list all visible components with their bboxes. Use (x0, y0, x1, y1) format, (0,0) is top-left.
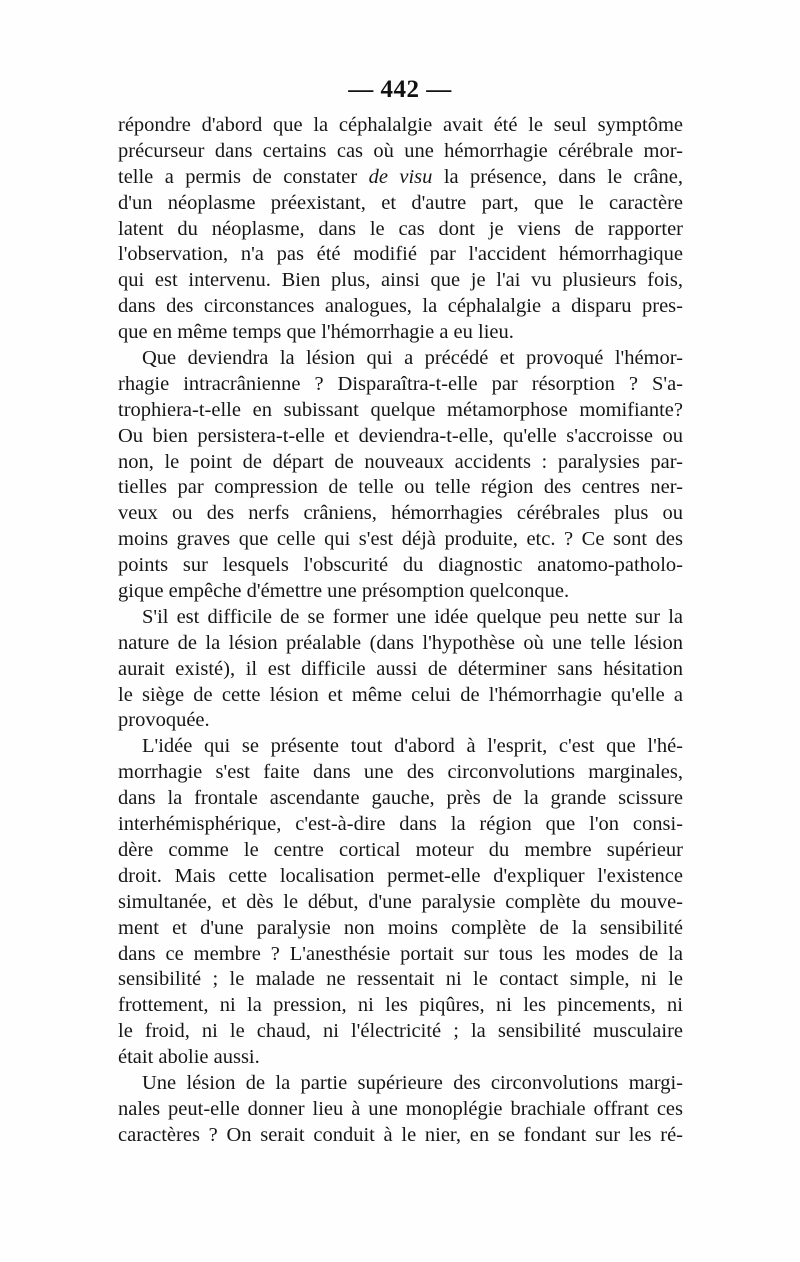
text-line: l'observation, n'a pas été modifié par l'accident hémorrhagique (118, 243, 683, 266)
text-line: le froid, ni le chaud, ni l'électricité ; la sensibilité musculaire (118, 1020, 683, 1043)
text-line: caractères ? On serait conduit à le nier, en se fondant sur les ré- (118, 1123, 683, 1146)
text-line: ment et d'une paralysie non moins complète de la sensibilité (118, 916, 683, 939)
text-line: Ou bien persistera-t-elle et deviendra-t-elle, qu'elle s'accroisse ou (118, 424, 683, 447)
text-line: précurseur dans certains cas où une hémorrhagie cérébrale mor- (118, 139, 683, 162)
text-line: dans des circonstances analogues, la céphalalgie a disparu pres- (118, 295, 683, 318)
text-line: provoquée. (118, 709, 210, 732)
text-line: points sur lesquels l'obscurité du diagnostic anatomo-patholo- (118, 554, 683, 577)
text-line: rhagie intracrânienne ? Disparaîtra-t-elle par résorption ? S'a- (118, 372, 683, 395)
text-line: interhémisphérique, c'est-à-dire dans la région que l'on consi- (118, 813, 683, 836)
body-text (118, 113, 683, 1149)
text-line: nature de la lésion préalable (dans l'hypothèse où une telle lésion (118, 631, 683, 654)
text-line: que en même temps que l'hémorrhagie a eu lieu. (118, 321, 514, 344)
text-line: le siège de cette lésion et même celui de l'hémorrhagie qu'elle a (118, 683, 683, 706)
text-line: telle a permis de constater de visu la présence, dans le crâne, (118, 165, 683, 188)
text-line: latent du néoplasme, dans le cas dont je viens de rapporter (118, 217, 683, 240)
text-line: L'idée qui se présente tout d'abord à l'esprit, c'est que l'hé- (142, 735, 683, 758)
text-line: nales peut-elle donner lieu à une monoplégie brachiale offrant ces (118, 1097, 683, 1120)
text-line: était abolie aussi. (118, 1046, 260, 1069)
text-line: simultanée, et dès le début, d'une paralysie complète du mouve- (118, 890, 683, 913)
text-line: d'un néoplasme préexistant, et d'autre part, que le caractère (118, 191, 683, 214)
page-number: — 442 — (348, 76, 452, 103)
text-line: trophiera-t-elle en subissant quelque métamorphose momifiante? (118, 398, 683, 421)
text-line: sensibilité ; le malade ne ressentait ni le contact simple, ni le (118, 968, 683, 991)
text-line: dère comme le centre cortical moteur du membre supérieur (118, 838, 683, 861)
text-line: Que deviendra la lésion qui a précédé et provoqué l'hémor- (142, 347, 683, 370)
text-line: répondre d'abord que la céphalalgie avait été le seul symptôme (118, 114, 683, 136)
text-line: non, le point de départ de nouveaux accidents : paralysies par- (118, 450, 683, 473)
text-line: droit. Mais cette localisation permet-elle d'expliquer l'existence (118, 864, 683, 887)
text-line: tielles par compression de telle ou telle région des centres ner- (118, 476, 683, 499)
text-line: qui est intervenu. Bien plus, ainsi que je l'ai vu plusieurs fois, (118, 269, 683, 292)
text-line: gique empêche d'émettre une présomption quelconque. (118, 580, 570, 603)
text-line: dans la frontale ascendante gauche, près de la grande scissure (118, 787, 683, 810)
text-line: moins graves que celle qui s'est déjà produite, etc. ? Ce sont des (118, 528, 683, 551)
text-line: dans ce membre ? L'anesthésie portait sur tous les modes de la (118, 942, 683, 965)
text-line: veux ou des nerfs crâniens, hémorrhagies cérébrales plus ou (118, 502, 683, 525)
text-line: morrhagie s'est faite dans une des circonvolutions marginales, (118, 761, 683, 784)
text-line: frottement, ni la pression, ni les piqûres, ni les pincements, ni (118, 994, 683, 1017)
text-line: Une lésion de la partie supérieure des circonvolutions margi- (142, 1071, 683, 1094)
text-line: S'il est difficile de se former une idée quelque peu nette sur la (142, 605, 683, 628)
text-line: aurait existé), il est difficile aussi de déterminer sans hésitation (118, 657, 683, 680)
